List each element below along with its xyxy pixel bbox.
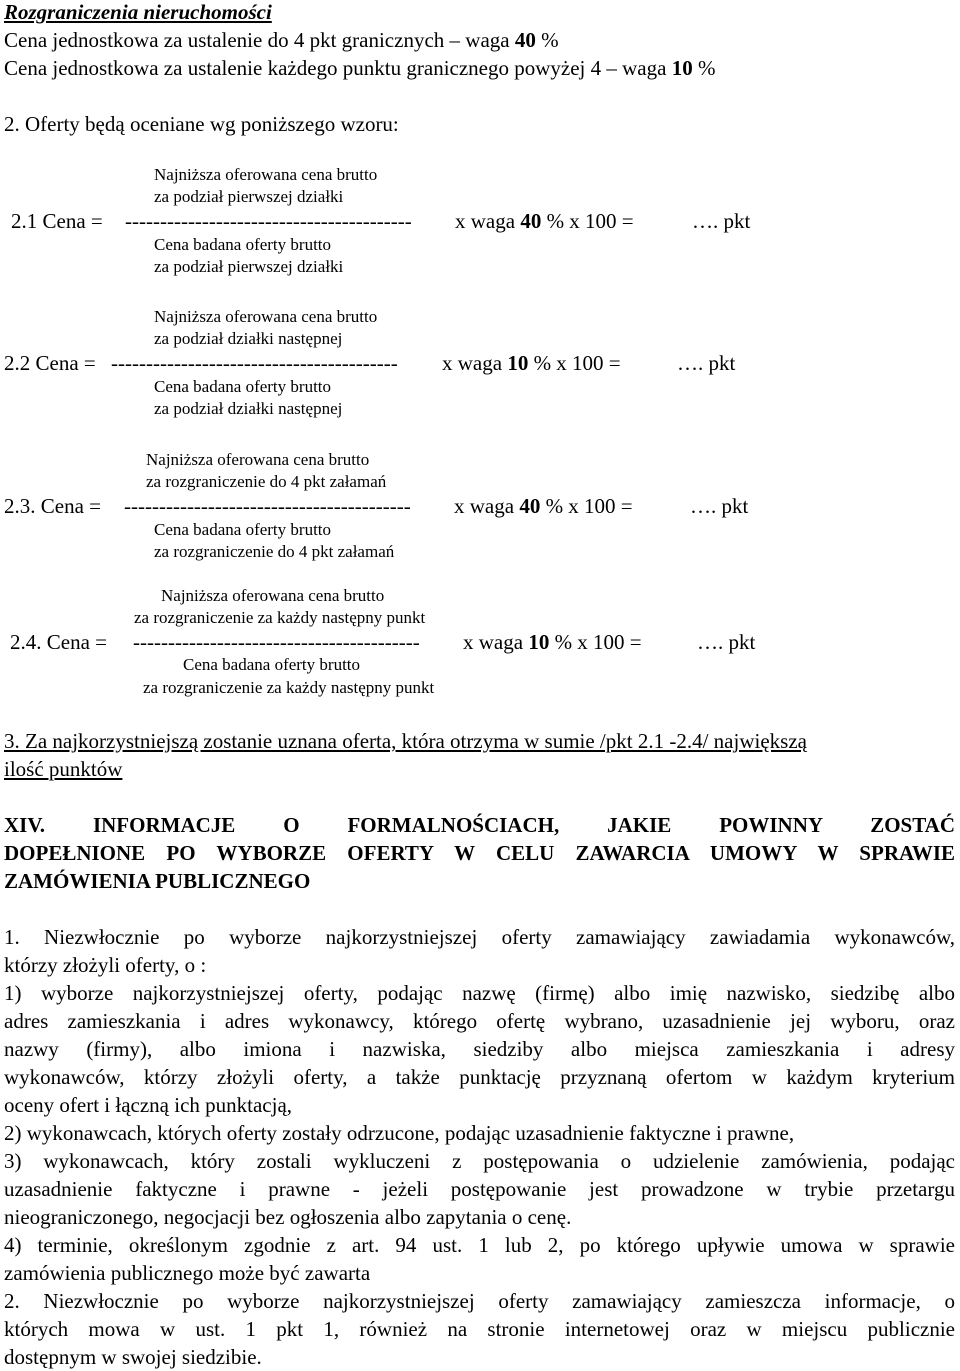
formula-label: 2.1 Cena = [11,209,103,233]
point-3-line-1: 3. Za najkorzystniejszą zostanie uznana oferta, która otrzyma w sumie /pkt 2.1 -2.4/ największą [4,729,807,753]
formula-numerator-line: za podział pierwszej działki [154,187,344,206]
formula-numerator-line: Najniższa oferowana cena brutto [154,165,378,184]
percent-sign: % [692,56,716,80]
weight-value: 40 [514,28,536,52]
formula-fraction-line: ----------------------------------------- [125,209,412,233]
formula-result: …. pkt [677,351,736,375]
formula-denominator-line: za rozgraniczenie za każdy następny punkt [143,678,435,697]
unit-price-line-1 [4,26,559,54]
section-14-heading-line-3: ZAMÓWIENIA PUBLICZNEGO [4,869,311,893]
formula-fraction-line: ----------------------------------------- [111,351,398,375]
formula-denominator-line: Cena badana oferty brutto [154,235,332,254]
body-line: których mowa w ust. 1 pkt 1, również na stronie internetowej oraz w miejscu publicznie [4,1317,955,1341]
weight-prefix: x waga [442,351,508,375]
weight-prefix: x waga [463,630,529,654]
unit-price-line-1-text: Cena jednostkowa za ustalenie do 4 pkt granicznych – waga [4,28,515,52]
body-line: zamówienia publicznego może być zawarta [4,1261,371,1285]
body-line: 1. Niezwłocznie po wyborze najkorzystniejszej oferty zamawiający zawiadamia wykonawców, [4,925,955,949]
weight-suffix: % x 100 = [549,630,642,654]
formula-label: 2.4. Cena = [10,630,107,654]
percent-sign: % [535,28,559,52]
weight-value: 40 [519,494,541,518]
body-line: 3) wykonawcach, który zostali wykluczeni z postępowania o udzielenie zamówienia, podając [4,1149,955,1173]
formula-denominator-line: Cena badana oferty brutto [154,520,332,539]
unit-price-line-2-text: Cena jednostkowa za ustalenie każdego punktu granicznego powyżej 4 – waga [4,56,672,80]
formula-result: …. pkt [697,630,756,654]
formula-result: …. pkt [692,209,751,233]
body-line: którzy złożyli oferty, o : [4,953,207,977]
formula-denominator-line: za podział pierwszej działki [154,257,344,276]
weight-suffix: % x 100 = [541,209,634,233]
formula-label: 2.2 Cena = [4,351,96,375]
weight-value: 10 [528,630,550,654]
body-line: nieograniczonego, negocjacji bez ogłoszenia albo zapytania o cenę. [4,1205,572,1229]
weight-value: 40 [520,209,542,233]
section-14-heading-line-2: DOPEŁNIONE PO WYBORZE OFERTY W CELU ZAWARCIA UMOWY W SPRAWIE [4,841,955,865]
weight-prefix: x waga [455,209,521,233]
body-line: wykonawców, którzy złożyli oferty, a także punktację przyznaną ofertom w każdym kryterium [4,1065,955,1089]
body-line: 4) terminie, określonym zgodnie z art. 94 ust. 1 lub 2, po którego upływie umowa w sprawie [4,1233,955,1257]
formula-numerator-line: za rozgraniczenie za każdy następny punkt [134,608,426,627]
body-line: nazwy (firmy), albo imiona i nazwiska, siedziby albo miejsca zamieszkania i adresy [4,1037,955,1061]
formula-numerator-line: za podział działki następnej [154,329,343,348]
body-line: 1) wyborze najkorzystniejszej oferty, podając nazwę (firmę) albo imię nazwisko, siedzibę albo [4,981,955,1005]
point-3-line-2: ilość punktów [4,757,123,781]
weight-value: 10 [507,351,529,375]
formula-numerator-line: za rozgraniczenie do 4 pkt załamań [146,472,387,491]
body-line: oceny ofert i łączną ich punktacją, [4,1093,293,1117]
section-2-heading: 2. Oferty będą oceniane wg poniższego wzoru: [4,112,399,136]
formula-result: …. pkt [690,494,749,518]
section-14-heading-line-1: XIV. INFORMACJE O FORMALNOŚCIACH, JAKIE POWINNY ZOSTAĆ [4,813,955,837]
weight-suffix: % x 100 = [528,351,621,375]
formula-weight [463,628,642,656]
body-line: 2) wykonawcach, których oferty zostały odrzucone, podając uzasadnienie faktyczne i prawne, [4,1121,795,1145]
body-line: uzasadnienie faktyczne i prawne - jeżeli postępowanie jest prowadzone w trybie przetargu [4,1177,955,1201]
formula-denominator-line: za rozgraniczenie do 4 pkt załamań [154,542,395,561]
formula-numerator-line: Najniższa oferowana cena brutto [146,450,370,469]
unit-price-line-2 [4,54,715,82]
formula-weight [454,492,633,520]
weight-value: 10 [671,56,693,80]
weight-suffix: % x 100 = [540,494,633,518]
formula-fraction-line: ----------------------------------------- [133,630,420,654]
body-line: adres zamieszkania i adres wykonawcy, którego ofertę wybrano, uzasadnienie jej wyboru, oraz [4,1009,955,1033]
formula-denominator-line: Cena badana oferty brutto [154,377,332,396]
formula-numerator-line: Najniższa oferowana cena brutto [161,586,385,605]
formula-fraction-line: ----------------------------------------- [124,494,411,518]
body-line: 2. Niezwłocznie po wyborze najkorzystniejszej oferty zamawiający zamieszcza informacje, o [4,1289,955,1313]
formula-label: 2.3. Cena = [4,494,101,518]
formula-numerator-line: Najniższa oferowana cena brutto [154,307,378,326]
formula-weight [455,207,634,235]
formula-denominator-line: Cena badana oferty brutto [183,655,361,674]
body-line: dostępnym w swojej siedzibie. [4,1345,262,1369]
formula-weight [442,349,621,377]
section-title: Rozgraniczenia nieruchomości [4,0,272,24]
formula-denominator-line: za podział działki następnej [154,399,343,418]
weight-prefix: x waga [454,494,520,518]
